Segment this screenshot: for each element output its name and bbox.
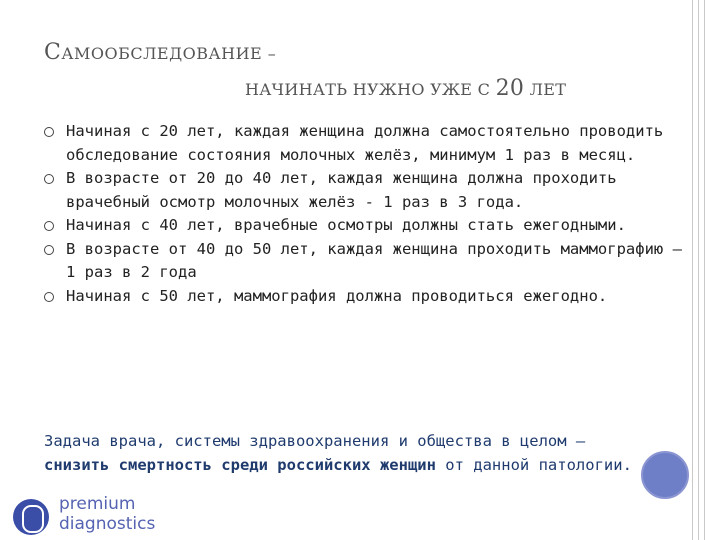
decorative-circle [641,451,689,499]
goal-text-end: от данной патологии. [435,455,632,474]
bullet-circle-icon [44,292,54,302]
goal-statement [44,430,659,477]
bullet-item [44,285,684,309]
logo-mark-icon [13,499,49,535]
bullet-item [44,120,684,167]
bullet-item [44,214,684,238]
bullet-circle-icon [44,221,54,231]
premium-diagnostics-logo [13,496,173,538]
title-text: НАЧИНАТЬ НУЖНО УЖЕ С [245,80,496,99]
frame-line [704,0,705,540]
bullet-text: Начиная с 50 лет, маммография должна проводиться ежегодно. [66,286,608,305]
logo-text-line-1: premium [59,494,136,514]
goal-text-intro: Задача врача, системы здравоохранения и общества в целом – [44,432,586,450]
frame-line [698,0,699,540]
title-text: АМООБСЛЕДОВАНИЕ – [61,44,277,63]
logo-text-line-2: diagnostics [59,514,156,534]
title-number: 20 [495,76,525,101]
slide-title-line-1 [44,40,276,65]
goal-text-emphasis: снизить смертность среди российских женщин [44,455,436,474]
bullet-text: В возрасте от 20 до 40 лет, каждая женщина должна проходить врачебный осмотр молочных желёз - 1 раз в 3 года. [66,169,617,211]
slide-frame-decoration [690,0,720,540]
frame-line [692,0,693,540]
title-text: ЛЕТ [524,80,567,99]
bullet-list [44,120,684,308]
bullet-item [44,167,684,214]
bullet-circle-icon [44,174,54,184]
bullet-circle-icon [44,245,54,255]
bullet-text: Начиная с 40 лет, врачебные осмотры должны стать ежегодными. [66,216,626,234]
bullet-text: Начиная с 20 лет, каждая женщина должна самостоятельно проводить обследование состояния молочных желёз, минимум 1 раз в месяц. [66,122,664,164]
bullet-circle-icon [44,127,54,137]
bullet-item [44,238,684,285]
bullet-text: В возрасте от 40 до 50 лет, каждая женщина проходить маммографию – 1 раз в 2 года [66,239,682,281]
slide-title-line-2 [245,76,566,101]
title-initial: С [44,40,62,65]
